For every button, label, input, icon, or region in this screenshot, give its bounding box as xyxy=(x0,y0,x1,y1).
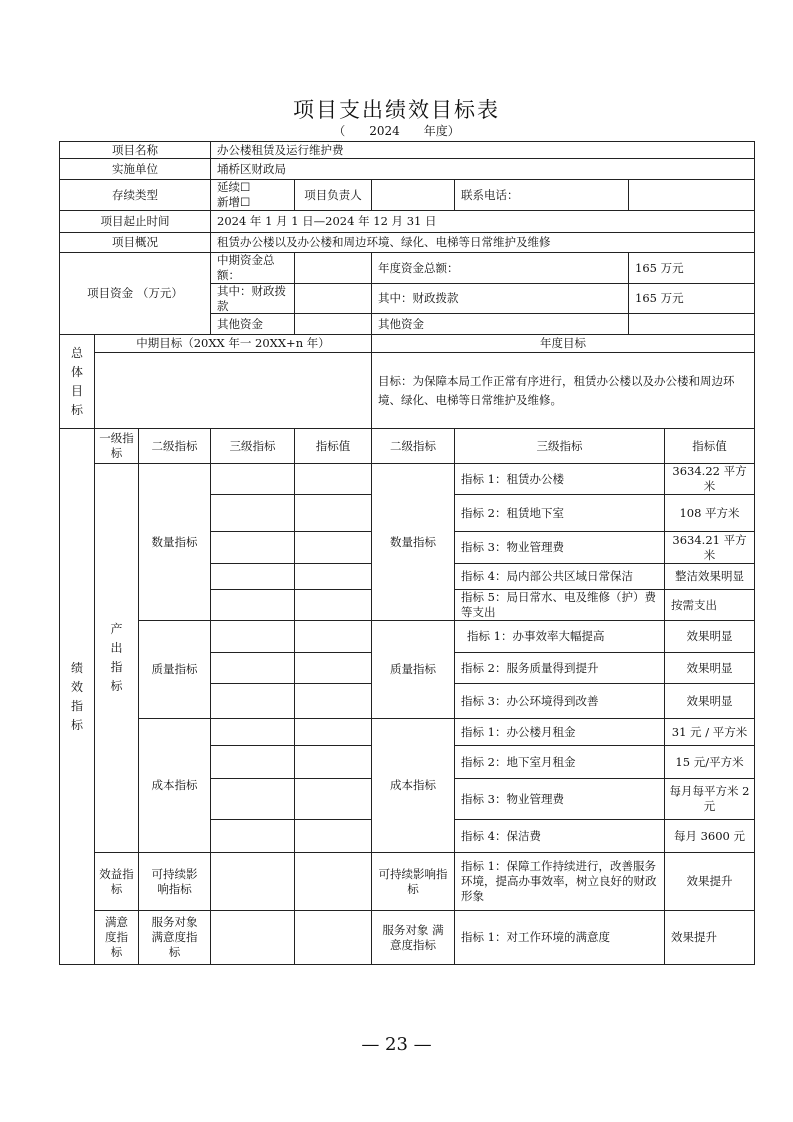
header-level2-right: 二级指标 xyxy=(371,428,455,464)
label-overview: 项目概况 xyxy=(59,232,211,253)
empty-cell xyxy=(210,531,295,564)
empty-cell xyxy=(294,494,372,532)
empty-cell xyxy=(294,778,372,820)
label-unit: 实施单位 xyxy=(59,158,211,180)
paren: （ xyxy=(333,124,346,138)
empty-cell xyxy=(294,745,372,779)
year-total-value: 165 万元 xyxy=(628,252,755,284)
label-period: 项目起止时间 xyxy=(59,210,211,233)
satisfaction-item: 指标 1：对工作环境的满意度 xyxy=(454,910,665,965)
empty-cell xyxy=(210,819,295,853)
empty-cell xyxy=(294,910,372,965)
header-value-left: 指标值 xyxy=(294,428,372,464)
empty-cell xyxy=(210,463,295,495)
header-level1: 一级指标 xyxy=(94,428,139,464)
empty-cell xyxy=(210,494,295,532)
phone-value xyxy=(628,179,755,211)
mid-other-value xyxy=(294,313,372,335)
year-goal-text: 目标：为保障本局工作正常有序进行，租赁办公楼以及办公楼和周边环境、绿化、电梯等日常维护及维修。 xyxy=(371,352,755,429)
header-level2-left: 二级指标 xyxy=(138,428,211,464)
empty-cell xyxy=(210,620,295,653)
benefit-sub-left: 可持续影响指标 xyxy=(138,852,211,911)
mid-goal-text xyxy=(94,352,372,429)
header-level3-right: 三级指标 xyxy=(454,428,665,464)
unit: 埇桥区财政局 xyxy=(210,158,755,180)
year-goal-header: 年度目标 xyxy=(371,334,755,353)
empty-cell xyxy=(210,563,295,590)
quality-value: 效果明显 xyxy=(664,652,755,684)
year-other-label: 其他资金 xyxy=(371,313,629,335)
quantity-value: 108 平方米 xyxy=(664,494,755,532)
header-value-right: 指标值 xyxy=(664,428,755,464)
mid-fiscal-label: 其中：财政拨款 xyxy=(210,283,295,314)
empty-cell xyxy=(294,718,372,746)
page-number: — 23 — xyxy=(361,1034,432,1055)
benefit-sub-right: 可持续影响指标 xyxy=(371,852,455,911)
checkbox-continue[interactable]: 延续☐ xyxy=(217,180,251,194)
label-goal: 总体目标 xyxy=(59,334,95,429)
cost-item: 指标 2：地下室月租金 xyxy=(454,745,665,779)
cost-item: 指标 1：办公楼月租金 xyxy=(454,718,665,746)
mid-total-value xyxy=(294,252,372,284)
quality-value: 效果明显 xyxy=(664,683,755,719)
label-output: 产出指标 xyxy=(94,463,139,853)
label-name: 项目名称 xyxy=(59,141,211,159)
label-type: 存续类型 xyxy=(59,179,211,211)
satisfaction-sub-right: 服务对象 满意度指标 xyxy=(371,910,455,965)
benefit-value: 效果提升 xyxy=(664,852,755,911)
quantity-value: 3634.21 平方米 xyxy=(664,531,755,564)
mid-other-label: 其他资金 xyxy=(210,313,295,335)
page-title: 项目支出绩效目标表 xyxy=(293,98,500,122)
year: 2024 xyxy=(369,124,400,138)
quality-item: 指标 2：服务质量得到提升 xyxy=(454,652,665,684)
year-total-label: 年度资金总额： xyxy=(371,252,629,284)
year-suffix: 年度） xyxy=(423,124,460,138)
mid-total-label: 中期资金总额： xyxy=(210,252,295,284)
year-fiscal-value: 165 万元 xyxy=(628,283,755,314)
benefit-item: 指标 1：保障工作持续进行，改善服务环境，提高办事效率，树立良好的财政形象 xyxy=(454,852,665,911)
cost-label-left: 成本指标 xyxy=(138,718,211,853)
empty-cell xyxy=(210,589,295,621)
empty-cell xyxy=(210,910,295,965)
type-options xyxy=(210,179,295,211)
quantity-item: 指标 4：局内部公共区域日常保洁 xyxy=(454,563,665,590)
cost-value: 31 元 / 平方米 xyxy=(664,718,755,746)
header-level3-left: 三级指标 xyxy=(210,428,295,464)
quantity-value: 整洁效果明显 xyxy=(664,563,755,590)
mid-goal-header: 中期目标（20XX 年一 20XX+n 年） xyxy=(94,334,372,353)
overview: 租赁办公楼以及办公楼和周边环境、绿化、电梯等日常维护及维修 xyxy=(210,232,755,253)
period: 2024 年 1 月 1 日—2024 年 12 月 31 日 xyxy=(210,210,755,233)
quality-item: 指标 3：办公环境得到改善 xyxy=(454,683,665,719)
project-name: 办公楼租赁及运行维护费 xyxy=(210,141,755,159)
quality-label-left: 质量指标 xyxy=(138,620,211,719)
quality-item: 指标 1：办事效率大幅提高 xyxy=(454,620,665,653)
empty-cell xyxy=(294,463,372,495)
label-owner: 项目负责人 xyxy=(294,179,372,211)
benefit-label: 效益指标 xyxy=(94,852,139,911)
empty-cell xyxy=(210,683,295,719)
empty-cell xyxy=(294,852,372,911)
empty-cell xyxy=(210,852,295,911)
satisfaction-sub-left: 服务对象满意度指标 xyxy=(138,910,211,965)
quantity-item: 指标 2：租赁地下室 xyxy=(454,494,665,532)
empty-cell xyxy=(294,683,372,719)
empty-cell xyxy=(294,531,372,564)
label-performance: 绩效指标 xyxy=(59,428,95,965)
label-phone: 联系电话： xyxy=(454,179,629,211)
quantity-label-right: 数量指标 xyxy=(371,463,455,621)
empty-cell xyxy=(210,718,295,746)
empty-cell xyxy=(294,652,372,684)
empty-cell xyxy=(210,778,295,820)
mid-fiscal-value xyxy=(294,283,372,314)
empty-cell xyxy=(294,620,372,653)
quantity-item: 指标 3：物业管理费 xyxy=(454,531,665,564)
cost-label-right: 成本指标 xyxy=(371,718,455,853)
cost-item: 指标 3：物业管理费 xyxy=(454,778,665,820)
year-other-value xyxy=(628,313,755,335)
cost-item: 指标 4：保洁费 xyxy=(454,819,665,853)
quantity-value: 3634.22 平方米 xyxy=(664,463,755,495)
quantity-value: 按需支出 xyxy=(664,589,755,621)
empty-cell xyxy=(210,745,295,779)
label-funds: 项目资金 （万元） xyxy=(59,252,211,335)
empty-cell xyxy=(294,819,372,853)
empty-cell xyxy=(210,652,295,684)
year-fiscal-label: 其中：财政拨款 xyxy=(371,283,629,314)
quantity-item: 指标 5：局日常水、电及维修（护）费等支出 xyxy=(454,589,665,621)
quantity-label-left: 数量指标 xyxy=(138,463,211,621)
cost-value: 15 元/平方米 xyxy=(664,745,755,779)
year-subtitle xyxy=(0,122,793,139)
empty-cell xyxy=(294,563,372,590)
satisfaction-label: 满意度指标 xyxy=(94,910,139,965)
satisfaction-value: 效果提升 xyxy=(664,910,755,965)
checkbox-new[interactable]: 新增☐ xyxy=(217,195,251,209)
cost-value: 每月 3600 元 xyxy=(664,819,755,853)
quality-value: 效果明显 xyxy=(664,620,755,653)
empty-cell xyxy=(294,589,372,621)
owner-value xyxy=(371,179,455,211)
quality-label-right: 质量指标 xyxy=(371,620,455,719)
cost-value: 每月每平方米 2 元 xyxy=(664,778,755,820)
quantity-item: 指标 1：租赁办公楼 xyxy=(454,463,665,495)
